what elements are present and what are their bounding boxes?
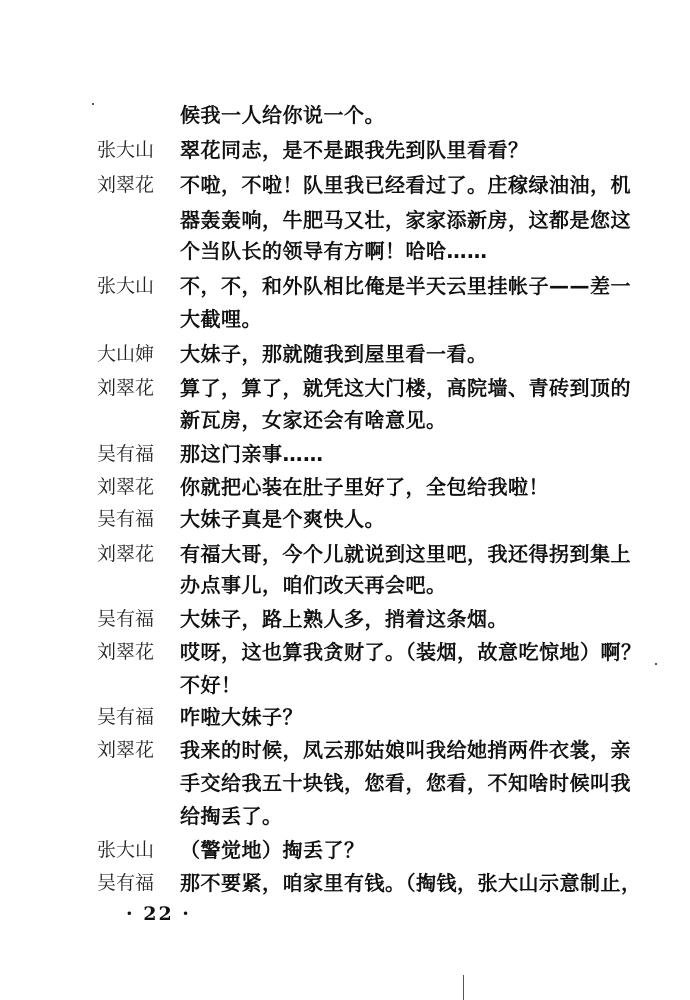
- dialogue-text: 我来的时候，凤云那姑娘叫我给她捎两件衣裳，亲: [180, 738, 631, 762]
- dialogue-text: 个当队长的领导有方啊！哈哈……: [180, 239, 488, 263]
- script-line: [0, 234, 690, 268]
- scan-artifact-line: [463, 975, 464, 1000]
- script-line: [0, 635, 690, 669]
- dialogue-text: 哎呀，这也算我贪财了。（装烟，故意吃惊地）啊？: [180, 640, 642, 664]
- script-line: [0, 437, 690, 471]
- script-line: [0, 203, 690, 237]
- scan-speck: [655, 663, 657, 665]
- speaker-name: 张大山: [97, 139, 155, 161]
- dialogue-text: 不，不，和外队相比俺是半天云里挂帐子——差一: [180, 274, 631, 298]
- dialogue-text: 不好！: [180, 673, 242, 697]
- script-line: [0, 403, 690, 437]
- script-line: [0, 302, 690, 336]
- script-line: [0, 833, 690, 867]
- speaker-name: 吴有福: [97, 508, 155, 530]
- dialogue-text: 手交给我五十块钱，您看，您看，不知啥时候叫我: [180, 771, 631, 795]
- script-line: [0, 733, 690, 767]
- dialogue-text: 那这门亲事……: [180, 442, 324, 466]
- dialogue-text: 大妹子，那就随我到屋里看一看。: [180, 342, 488, 366]
- script-line: [0, 269, 690, 303]
- dialogue-text: 你就把心装在肚子里好了，全包给我啦！: [180, 475, 549, 499]
- script-line: [0, 337, 690, 371]
- script-line: [0, 602, 690, 636]
- dialogue-text: 那不要紧，咱家里有钱。（掏钱，张大山示意制止，: [180, 871, 642, 895]
- page-number: · 22 ·: [126, 903, 191, 925]
- dialogue-text: 咋啦大妹子？: [180, 705, 303, 729]
- speaker-name: 吴有福: [97, 608, 155, 630]
- dialogue-text: 新瓦房，女家还会有啥意见。: [180, 408, 447, 432]
- dialogue-text: 给掏丢了。: [180, 804, 283, 828]
- speaker-name: 大山婶: [97, 343, 155, 365]
- speaker-name: 刘翠花: [97, 174, 155, 196]
- script-line: [0, 700, 690, 734]
- script-line: [0, 133, 690, 167]
- dialogue-text: 器轰轰响，牛肥马又壮，家家添新房，这都是您这: [180, 208, 631, 232]
- dialogue-text: （警觉地）掏丢了？: [180, 838, 365, 862]
- speaker-name: 刘翠花: [97, 476, 155, 498]
- script-line: [0, 168, 690, 202]
- script-line: [0, 502, 690, 536]
- script-line: [0, 568, 690, 602]
- speaker-name: 刘翠花: [97, 543, 155, 565]
- script-line: [0, 866, 690, 900]
- dialogue-text: 大妹子，路上熟人多，捎着这条烟。: [180, 607, 508, 631]
- speaker-name: 刘翠花: [97, 739, 155, 761]
- speaker-name: 刘翠花: [97, 641, 155, 663]
- script-line: [0, 799, 690, 833]
- dialogue-text: 办点事儿，咱们改天再会吧。: [180, 573, 447, 597]
- dialogue-text: 翠花同志，是不是跟我先到队里看看？: [180, 138, 529, 162]
- speaker-name: 吴有福: [97, 706, 155, 728]
- dialogue-text: 算了，算了，就凭这大门楼，高院墙、青砖到顶的: [180, 376, 631, 400]
- script-line: [0, 537, 690, 571]
- dialogue-text: 候我一人给你说一个。: [180, 103, 385, 127]
- dialogue-text: 有福大哥，今个儿就说到这里吧，我还得拐到集上: [180, 542, 631, 566]
- speaker-name: 刘翠花: [97, 377, 155, 399]
- dialogue-text: 大妹子真是个爽快人。: [180, 507, 385, 531]
- speaker-name: 吴有福: [97, 443, 155, 465]
- speaker-name: 张大山: [97, 275, 155, 297]
- dialogue-text: 大截哩。: [180, 307, 262, 331]
- script-line: [0, 668, 690, 702]
- speaker-name: 张大山: [97, 839, 155, 861]
- scan-speck: [92, 103, 94, 105]
- script-line: [0, 371, 690, 405]
- script-line: [0, 470, 690, 504]
- script-line: [0, 98, 690, 132]
- speaker-name: 吴有福: [97, 872, 155, 894]
- script-line: [0, 766, 690, 800]
- dialogue-text: 不啦，不啦！队里我已经看过了。庄稼绿油油，机: [180, 173, 631, 197]
